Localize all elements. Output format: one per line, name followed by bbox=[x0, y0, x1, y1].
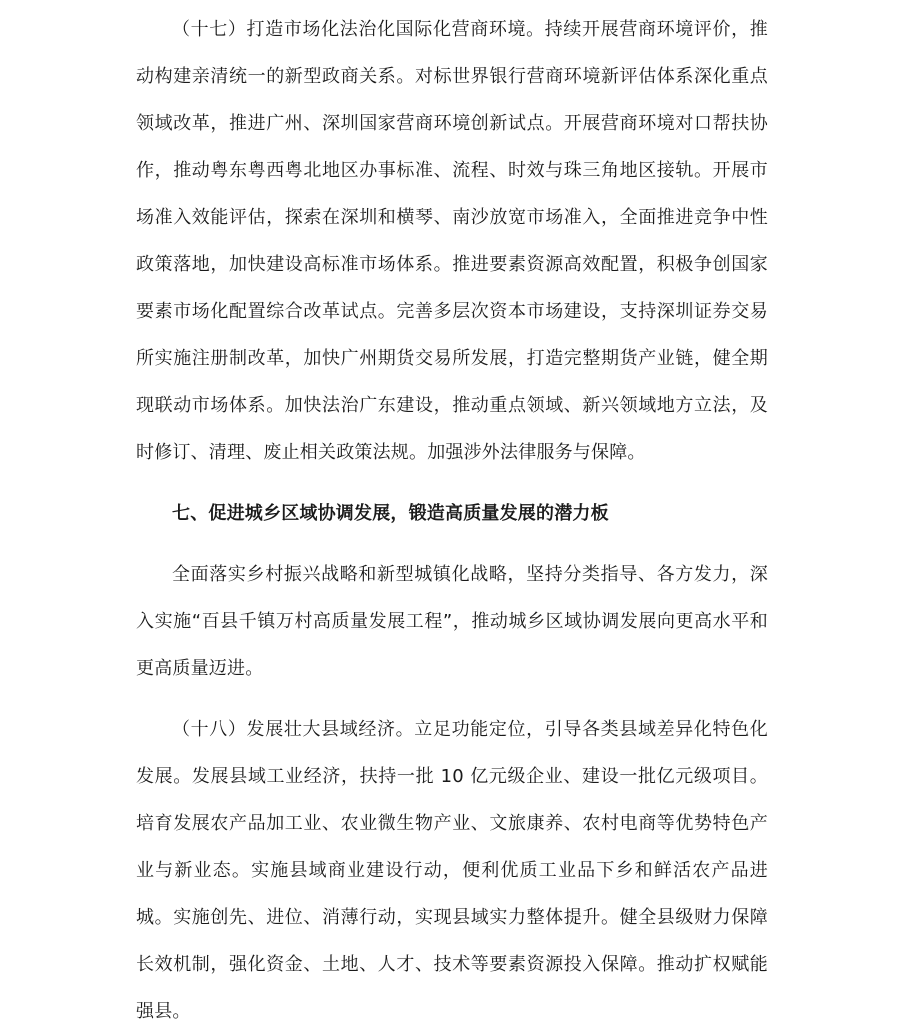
paragraph-17: （十七）打造市场化法治化国际化营商环境。持续开展营商环境评价，推动构建亲清统一的新型政商关系。对标世界银行营商环境新评估体系深化重点领域改革，推进广州、深圳国家营商环境创新试点。开展营商环境对口帮扶协作，推动粤东粤西粤北地区办事标准、流程、时效与珠三角地区接轨。开展市场准入效能评估，探索在深圳和横琴、南沙放宽市场准入，全面推进竞争中性政策落地，加快建设高标准市场体系。推进要素资源高效配置，积极争创国家要素市场化配置综合改革试点。完善多层次资本市场建设，支持深圳证券交易所实施注册制改革，加快广州期货交易所发展，打造完整期货产业链，健全期现联动市场体系。加快法治广东建设，推动重点领域、新兴领域地方立法，及时修订、清理、废止相关政策法规。加强涉外法律服务与保障。 bbox=[136, 19, 768, 463]
document-page bbox=[136, 6, 768, 1035]
section-7-heading: 七、促进城乡区域协调发展，锻造高质量发展的潜力板 bbox=[172, 503, 609, 524]
paragraph-18: （十八）发展壮大县域经济。立足功能定位，引导各类县域差异化特色化发展。发展县域工业经济，扶持一批 10 亿元级企业、建设一批亿元级项目。培育发展农产品加工业、农业微生物产业、文旅康养、农村电商等优势特色产业与新业态。实施县域商业建设行动，便利优质工业品下乡和鲜活农产品进城。实施创先、进位、消薄行动，实现县域实力整体提升。健全县级财力保障长效机制，强化资金、土地、人才、技术等要素资源投入保障。推动扩权赋能强县。 bbox=[136, 719, 768, 1022]
section-7-intro: 全面落实乡村振兴战略和新型城镇化战略，坚持分类指导、各方发力，深入实施“百县千镇万村高质量发展工程”，推动城乡区域协调发展向更高水平和更高质量迈进。 bbox=[136, 564, 768, 679]
